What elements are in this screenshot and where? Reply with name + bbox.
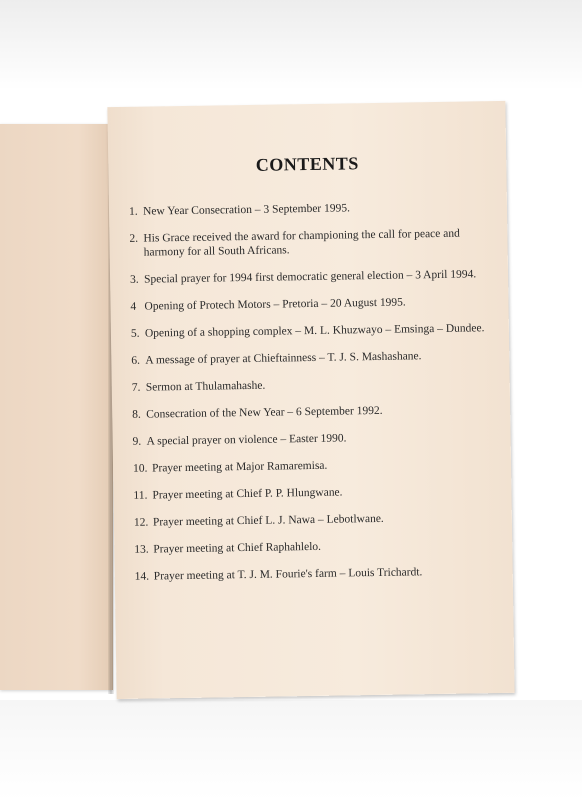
scan-background-bottom [0,700,582,800]
toc-item [129,199,489,219]
scan-background-top [0,0,582,90]
toc-item [133,483,493,503]
toc-item [129,226,489,260]
toc-item-text: Prayer meeting at Chief P. P. Hlungwane. [152,486,343,502]
toc-item [134,537,494,557]
toc-item-text: Prayer meeting at Chief Raphahlelo. [153,540,322,556]
toc-item-number: 4 [130,300,137,313]
toc-item-text: Opening of Protech Motors – Pretoria – 20 August 1995. [144,296,406,313]
toc-item-text: Sermon at Thulamahashe. [145,379,266,394]
toc-item-number: 1. [128,205,138,218]
toc-item [135,564,495,584]
table-of-contents [129,199,495,597]
toc-item [130,267,490,287]
right-page [107,101,514,699]
toc-item-text: Opening of a shopping complex – M. L. Khuzwayo – Emsinga – Dundee. [144,322,485,340]
toc-item-text: A message of prayer at Chieftainness – T. J. S. Mashashane. [145,350,422,367]
toc-item-text: His Grace received the award for championing the call for peace and harmony for all South Africans. [143,227,460,259]
left-page [0,124,113,690]
toc-item-number: 5. [130,327,140,340]
toc-item-number: 10. [132,462,148,475]
toc-item-number: 6. [131,354,141,367]
toc-item [133,429,493,449]
toc-item [132,375,492,395]
toc-item-number: 13. [134,543,149,556]
toc-item-number: 7. [131,381,141,394]
toc-item [130,294,490,314]
toc-item [133,456,493,476]
toc-item-text: A special prayer on violence – Easter 1990. [146,432,347,448]
toc-item-number: 9. [132,435,142,448]
toc-item-text: New Year Consecration – 3 September 1995. [142,202,351,218]
toc-item-text: Consecration of the New Year – 6 September 1992. [146,404,383,421]
toc-item [131,348,491,368]
toc-item-text: Prayer meeting at T. J. M. Fourie's farm – Louis Trichardt. [153,566,423,583]
toc-item-number: 12. [133,516,149,529]
toc-item [131,321,491,341]
toc-item-number: 2. [129,232,139,245]
toc-item-text: Special prayer for 1994 first democratic general election – 3 April 1994. [143,268,477,286]
toc-item-number: 3. [129,273,139,286]
toc-item-number: 11. [133,489,148,502]
toc-item-number: 8. [132,408,141,421]
page-title: CONTENTS [255,153,359,175]
toc-item [132,402,492,422]
toc-item-text: Prayer meeting at Chief L. J. Nawa – Lebotlwane. [152,512,384,529]
page-content [107,101,514,699]
toc-item-text: Prayer meeting at Major Ramaremisa. [151,459,328,475]
toc-item-number: 14. [134,570,150,583]
toc-item [134,510,494,530]
